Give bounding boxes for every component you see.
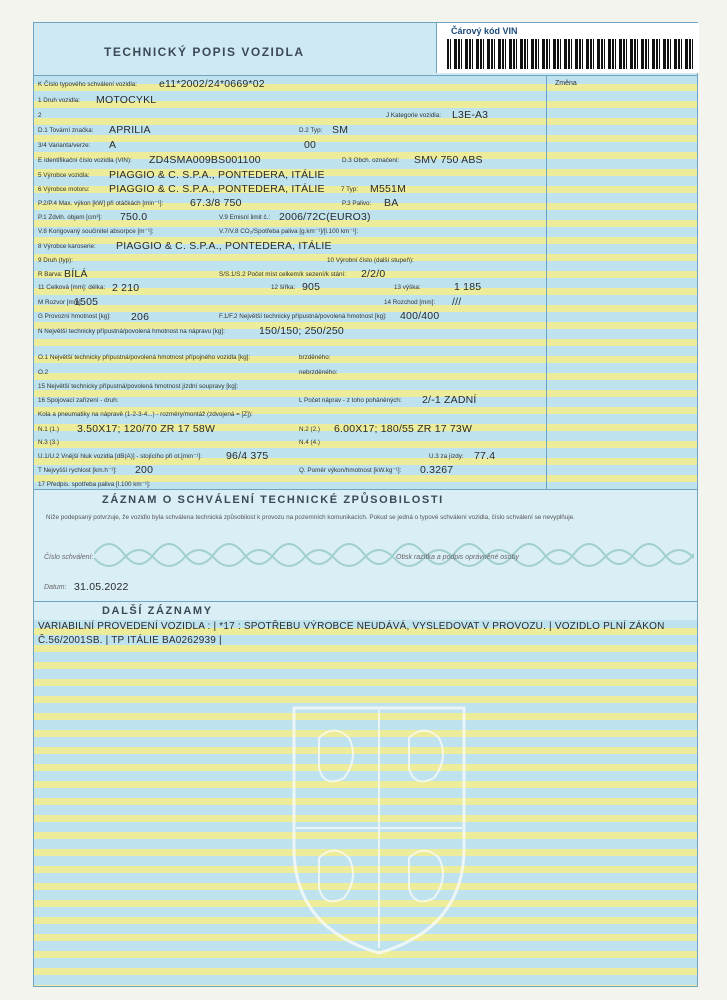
- field-label: 13 výška:: [394, 284, 421, 291]
- field-value: 2/2/0: [361, 268, 386, 280]
- field-value: 750.0: [120, 211, 148, 223]
- field-value: PIAGGIO & C. S.P.A., PONTEDERA, ITÁLIE: [109, 169, 325, 181]
- field-label: N.1 (1.): [38, 426, 59, 433]
- approval-section: [34, 489, 697, 602]
- field-label: L Počet náprav - z toho poháněných:: [299, 397, 402, 404]
- field-label: 8 Výrobce karoserie:: [38, 243, 96, 250]
- field-label: 15 Největší technicky přípustná/povolená hmotnost jízdní soupravy [kg]:: [38, 383, 239, 390]
- field-value: 2/-1 ZADNÍ: [422, 394, 477, 406]
- field-label: F.1/F.2 Největší technicky přípustná/povolená hmotnost [kg]:: [219, 313, 387, 320]
- field-value: PIAGGIO & C. S.P.A., PONTEDERA, ITÁLIE: [116, 240, 332, 252]
- zmena-label: Změna: [555, 80, 577, 87]
- field-value: PIAGGIO & C. S.P.A., PONTEDERA, ITÁLIE: [109, 183, 325, 195]
- field-value: 67.3/8 750: [190, 197, 242, 209]
- field-value: SMV 750 ABS: [414, 154, 483, 166]
- field-label: V.7/V.8 CO₂/Spotřeba paliva [g.km⁻¹]/[l.100 km⁻¹]:: [219, 228, 359, 235]
- field-value: 2 210: [112, 282, 140, 294]
- field-value: 1505: [74, 296, 99, 308]
- stamp-label: Otisk razítka a podpis oprávněné osoby: [396, 554, 519, 561]
- date-label: Datum:: [44, 584, 67, 591]
- field-label: T Nejvyšší rychlost [km.h⁻¹]:: [38, 467, 117, 474]
- field-label: P.2/P.4 Max. výkon [kW] při otáčkách [min⁻¹]:: [38, 200, 164, 207]
- field-label: N Největší technicky přípustná/povolená hmotnost na nápravu [kg]:: [38, 328, 225, 335]
- field-value: 00: [304, 139, 317, 151]
- records-line-1: VARIABILNÍ PROVEDENÍ VOZIDLA : | *17 : SPOTŘEBU VÝROBCE NEUDÁVÁ, VYSLEDOVAT V PROVOZU. | VOZIDLO PLNÍ ZÁKON: [38, 621, 665, 632]
- field-label: R Barva:: [38, 271, 63, 278]
- field-label: U.1/U.2 Vnější hluk vozidla [dB(A)] - stojícího při ot.[min⁻¹]:: [38, 453, 202, 460]
- field-label: 7 Typ:: [341, 186, 359, 193]
- field-label: G Provozní hmotnost [kg]:: [38, 313, 111, 320]
- field-label: 9 Druh (typ):: [38, 257, 73, 264]
- field-label: 17 Předpis. spotřeba paliva [l.100 km⁻¹]:: [38, 481, 151, 488]
- field-value: 96/4 375: [226, 450, 269, 462]
- field-value: M551M: [370, 183, 407, 195]
- guilloche-pattern: [94, 534, 694, 574]
- field-label: P.1 Zdvih. objem [cm³]:: [38, 214, 102, 221]
- field-label: V.9 Emisní limit č.:: [219, 214, 271, 221]
- field-value: 3.50X17; 120/70 ZR 17 58W: [77, 423, 216, 435]
- field-label: S/S.1/S.2 Počet míst celkem/k sezení/k stání:: [219, 271, 347, 278]
- field-value: L3E-A3: [452, 109, 489, 121]
- vin-barcode: [447, 39, 695, 69]
- field-label: V.8 Korigovaný součinitel absorpce [m⁻¹]:: [38, 228, 154, 235]
- field-label: M Rozvor [mm]:: [38, 299, 83, 306]
- field-value: APRILIA: [109, 124, 151, 136]
- field-label: nebrzděného:: [299, 369, 338, 376]
- field-label: 2: [38, 112, 42, 119]
- field-value: 150/150; 250/250: [259, 325, 344, 337]
- field-label: 11 Celková [mm]: délka:: [38, 284, 106, 291]
- field-label: Q. Poměr výkon/hmotnost [kW.kg⁻¹]:: [299, 467, 402, 474]
- field-value: 0.3267: [420, 464, 454, 476]
- field-value: BA: [384, 197, 399, 209]
- field-label: D.2 Typ:: [299, 127, 323, 134]
- field-value: ///: [452, 296, 462, 308]
- field-label: 10 Výrobní číslo (další stupeň):: [327, 257, 414, 264]
- field-label: 1 Druh vozidla:: [38, 97, 80, 104]
- document-title: TECHNICKÝ POPIS VOZIDLA: [104, 45, 305, 59]
- field-value: BÍLÁ: [64, 268, 88, 280]
- records-line-2: Č.56/2001SB. | TP ITÁLIE BA0262939 |: [38, 635, 222, 646]
- field-value: 6.00X17; 180/55 ZR 17 73W: [334, 423, 473, 435]
- field-label: O.2: [38, 369, 49, 376]
- field-value: e11*2002/24*0669*02: [159, 78, 265, 90]
- field-label: J Kategorie vozidla:: [386, 112, 441, 119]
- field-value: 400/400: [400, 310, 440, 322]
- field-label: brzděného:: [299, 354, 331, 361]
- state-emblem-watermark: [284, 698, 474, 958]
- field-value: 905: [302, 281, 321, 293]
- field-value: 2006/72C(EURO3): [279, 211, 371, 223]
- field-value: MOTOCYKL: [96, 94, 157, 106]
- zmena-column: [546, 75, 698, 489]
- field-value: 1 185: [454, 281, 482, 293]
- field-value: SM: [332, 124, 349, 136]
- field-label: D.3 Obch. označení:: [342, 157, 400, 164]
- field-label: 6 Výrobce motoru:: [38, 186, 90, 193]
- field-label: K Číslo typového schválení vozidla:: [38, 81, 138, 88]
- field-label: P.3 Palivo:: [342, 200, 372, 207]
- records-header: [34, 601, 697, 620]
- field-label: N.2 (2.): [299, 426, 320, 433]
- field-label: N.4 (4.): [299, 439, 320, 446]
- records-title: DALŠÍ ZÁZNAMY: [102, 605, 213, 617]
- approval-text: Níže podepsaný potvrzuje, že vozidlo byla schválena technická způsobilost k provozu na pozemních komunikacích. Pokud se jedná o typové schválení vozidla, číslo schválení se nevyplňuje.: [46, 514, 575, 521]
- approval-number-label: Číslo schválení:: [44, 554, 94, 561]
- field-label: O.1 Největší technicky přípustná/povolená hmotnost přípojného vozidla [kg]:: [38, 354, 251, 361]
- approval-title: ZÁZNAM O SCHVÁLENÍ TECHNICKÉ ZPŮSOBILOSTI: [102, 494, 444, 506]
- document-sheet: [33, 22, 698, 987]
- field-label: N.3 (3.): [38, 439, 59, 446]
- field-label: D.1 Tovární značka:: [38, 127, 94, 134]
- field-label: E Identifikační číslo vozidla (VIN):: [38, 157, 132, 164]
- field-value: 200: [135, 464, 154, 476]
- field-label: 3/4 Varianta/verze:: [38, 142, 91, 149]
- field-label: Kola a pneumatiky na nápravě (1-2-3-4...) - rozměry/montáž (zdvojená = [Z]):: [38, 411, 253, 418]
- field-label: 16 Spojovací zařízení - druh:: [38, 397, 119, 404]
- field-value: 206: [131, 311, 150, 323]
- field-label: 14 Rozchod [mm]:: [384, 299, 436, 306]
- field-value: ZD4SMA009BS001100: [149, 154, 261, 166]
- field-label: 12 šířka:: [271, 284, 296, 291]
- field-value: A: [109, 139, 117, 151]
- date-value: 31.05.2022: [74, 581, 129, 593]
- field-value: 77.4: [474, 450, 496, 462]
- field-label: 5 Výrobce vozidla:: [38, 172, 90, 179]
- field-label: U.3 za jízdy:: [429, 453, 464, 460]
- vin-label: Čárový kód VIN: [451, 26, 518, 36]
- document-header: [34, 23, 697, 76]
- vin-barcode-box: [436, 23, 699, 73]
